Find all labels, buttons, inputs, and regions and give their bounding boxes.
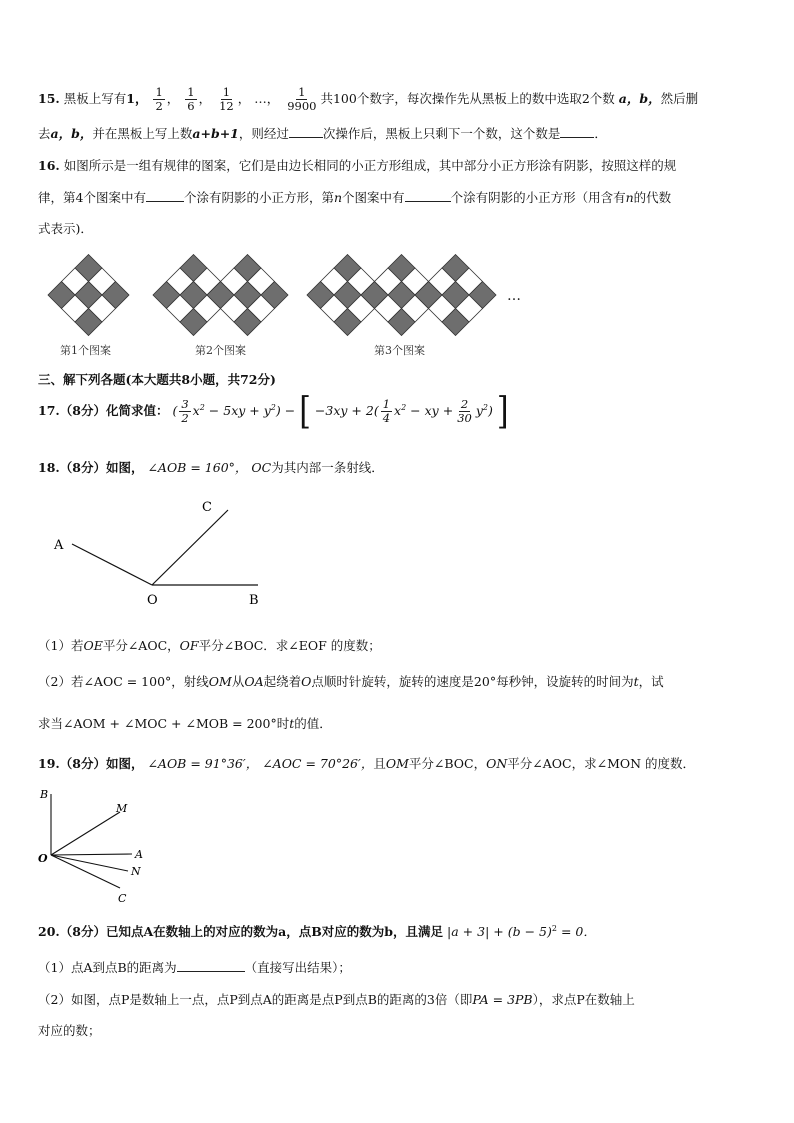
point-o: O	[147, 593, 158, 608]
q19-line1: 19.（8分）如图， ∠AOB = 91°36′， ∠AOC = 70°26′，且OM平分∠BOC，ON平分∠AOC，求∠MON 的度数．	[38, 756, 696, 771]
q20-sub1: （1）点A到点B的距离为 （直接写出结果）；	[38, 960, 351, 975]
q16-line1: 16. 如图所示是一组有规律的图案，它们是由边长相同的小正方形组成，其中部分小正方形涂有阴影，按照这样的规	[38, 158, 677, 173]
answer-blank	[289, 126, 323, 138]
q20-line1: 20.（8分）已知点A在数轴上的对应的数为a，点B对应的数为b，且满足 $|a + 3| + (b - 5)^2 = 0$．	[38, 923, 596, 939]
q15-frac-last: $\frac{1}{9900}$	[287, 85, 317, 113]
answer-blank	[560, 126, 594, 138]
q18-sub2: （2）若∠AOC = 100°，射线OM从OA起绕着O点顺时针旋转，旋转的速度是20°每秒钟，设旋转的时间为t，试	[38, 674, 664, 689]
caption-3: 第3个图案	[374, 344, 425, 357]
q18-sub2-cont: 求当∠AOM + ∠MOC + ∠MOB = 200°时t的值．	[38, 716, 332, 731]
point-c: C	[202, 500, 212, 515]
q15-frac-2: $\frac{1}{6}$	[187, 85, 195, 113]
q18-sub1: （1）若OE平分∠AOC，OF平分∠BOC．求∠EOF 的度数；	[38, 638, 381, 653]
answer-blank	[177, 960, 245, 972]
q20-sub2-cont: 对应的数；	[38, 1023, 101, 1038]
answer-blank	[405, 190, 451, 202]
point-m: M	[116, 802, 128, 815]
point-b: B	[249, 593, 259, 608]
q16-line3: 式表示)．	[38, 221, 93, 236]
section-3-heading: 三、解下列各题(本大题共8小题，共72分)	[38, 372, 276, 387]
point-a: A	[135, 848, 143, 861]
pattern-ellipsis: …	[507, 288, 521, 304]
point-a: A	[54, 538, 64, 553]
caption-1: 第1个图案	[60, 344, 111, 357]
q17: 17.（8分）化简求值： ( $\frac{3}{2}$ $x^2 - 5xy + y^2$) − [ −3xy + 2( $\frac{1}{4}$ $x^2$ − xy + $\frac{2}{30}$ $y^2$) ]	[38, 389, 509, 433]
q15-line1: 15. 黑板上写有1， $\frac{1}{2}$ ， $\frac{1}{6}$ ， $\frac{1}{12}$ ， …， $\frac{1}{9900}$ 共100个数字，每次操作先从黑板上的数中选取2个数 a，b，然后删	[38, 85, 699, 113]
q15-line2: 去a，b，并在黑板上写上数a+b+1，则经过 次操作后，黑板上只剩下一个数，这个数是 ．	[38, 126, 607, 141]
pattern-figure	[40, 248, 560, 363]
point-c: C	[118, 892, 127, 905]
caption-2: 第2个图案	[195, 344, 246, 357]
answer-blank	[146, 190, 184, 202]
q20-sub2: （2）如图，点P是数轴上一点，点P到点A的距离是点P到点B的距离的3倍（即PA = 3PB），求点P在数轴上	[38, 992, 635, 1007]
point-o: O	[38, 852, 48, 865]
q15-frac-3: $\frac{1}{12}$	[219, 85, 234, 113]
point-b: B	[40, 788, 49, 801]
point-n: N	[131, 865, 141, 878]
q18-line1: 18.（8分）如图， ∠AOB = 160°， OC为其内部一条射线．	[38, 460, 384, 475]
q18-figure	[40, 492, 280, 612]
q15-frac-1: $\frac{1}{2}$	[155, 85, 163, 113]
q16-line2: 律，第4个图案中有 个涂有阴影的小正方形，第n个图案中有 个涂有阴影的小正方形（用含有n的代数	[38, 190, 672, 205]
q19-figure	[36, 784, 156, 909]
